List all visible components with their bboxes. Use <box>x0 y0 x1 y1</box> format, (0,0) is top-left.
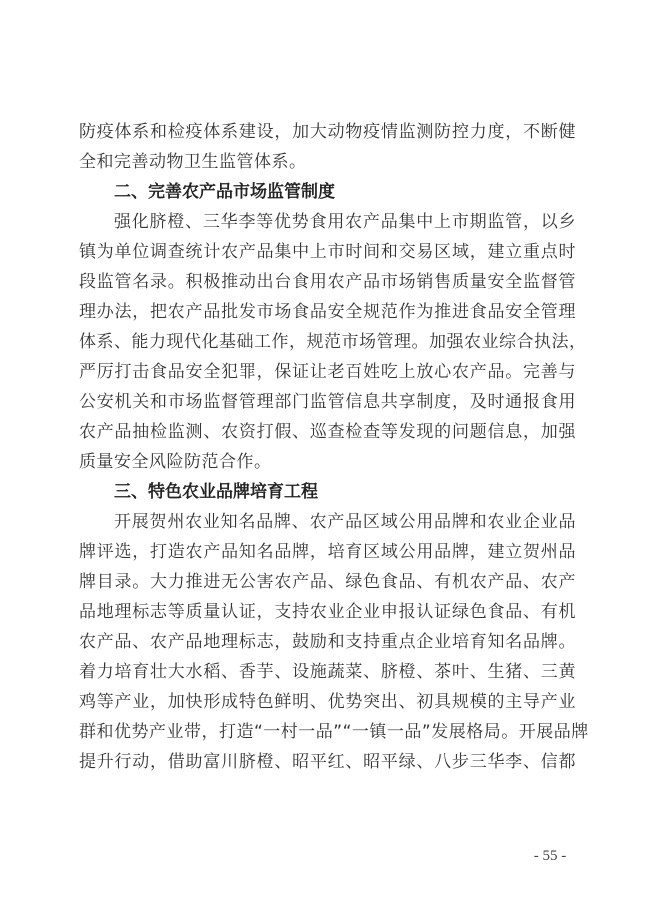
text-line: 牌目录。大力推进无公害农产品、绿色食品、有机农产品、农产 <box>79 572 576 592</box>
paragraph <box>79 507 589 777</box>
text-line: 着力培育壮大水稻、香芋、设施蔬菜、脐橙、茶叶、生猪、三黄 <box>79 662 576 682</box>
text-line: 公安机关和市场监督管理部门监管信息共享制度，及时通报食用 <box>79 392 576 412</box>
text-line: 农产品抽检监测、农资打假、巡查检查等发现的问题信息，加强 <box>79 422 576 442</box>
text-line: 防疫体系和检疫体系建设，加大动物疫情监测防控力度，不断健 <box>79 122 576 142</box>
text-line: 全和完善动物卫生监管体系。 <box>79 152 307 172</box>
text-line: 农产品、农产品地理标志，鼓励和支持重点企业培育知名品牌。 <box>79 632 576 652</box>
text-line: 鸡等产业，加快形成特色鲜明、优势突出、初具规模的主导产业 <box>79 692 576 712</box>
text-line: 二、完善农产品市场监管制度 <box>114 182 335 202</box>
text-line: 镇为单位调查统计农产品集中上市时间和交易区域，建立重点时 <box>79 242 576 262</box>
text-line: 品地理标志等质量认证，支持农业企业申报认证绿色食品、有机 <box>79 602 576 622</box>
section-heading <box>79 477 576 507</box>
text-line: 群和优势产业带，打造“一村一品”“一镇一品”发展格局。开展品牌 <box>79 722 589 742</box>
text-line: 三、特色农业品牌培育工程 <box>114 482 318 502</box>
page-number: - 55 - <box>533 848 567 864</box>
paragraph <box>79 117 576 177</box>
text-line: 体系、能力现代化基础工作，规范市场管理。加强农业综合执法， <box>79 332 587 352</box>
section-heading <box>79 177 576 207</box>
text-line: 段监管名录。积极推动出台食用农产品市场销售质量安全监督管 <box>79 272 576 292</box>
text-line: 牌评选，打造农产品知名品牌，培育区域公用品牌，建立贺州品 <box>79 542 576 562</box>
text-line: 强化脐橙、三华李等优势食用农产品集中上市期监管，以乡 <box>114 212 576 232</box>
text-line: 质量安全风险防范合作。 <box>79 452 272 472</box>
text-line: 开展贺州农业知名品牌、农产品区域公用品牌和农业企业品 <box>114 512 576 532</box>
paragraph <box>79 207 587 477</box>
text-line: 提升行动，借助富川脐橙、昭平红、昭平绿、八步三华李、信都 <box>79 752 576 772</box>
text-line: 严厉打击食品安全犯罪，保证让老百姓吃上放心农产品。完善与 <box>79 362 576 382</box>
text-line: 理办法，把农产品批发市场食品安全规范作为推进食品安全管理 <box>79 302 576 322</box>
document-body <box>79 117 589 777</box>
